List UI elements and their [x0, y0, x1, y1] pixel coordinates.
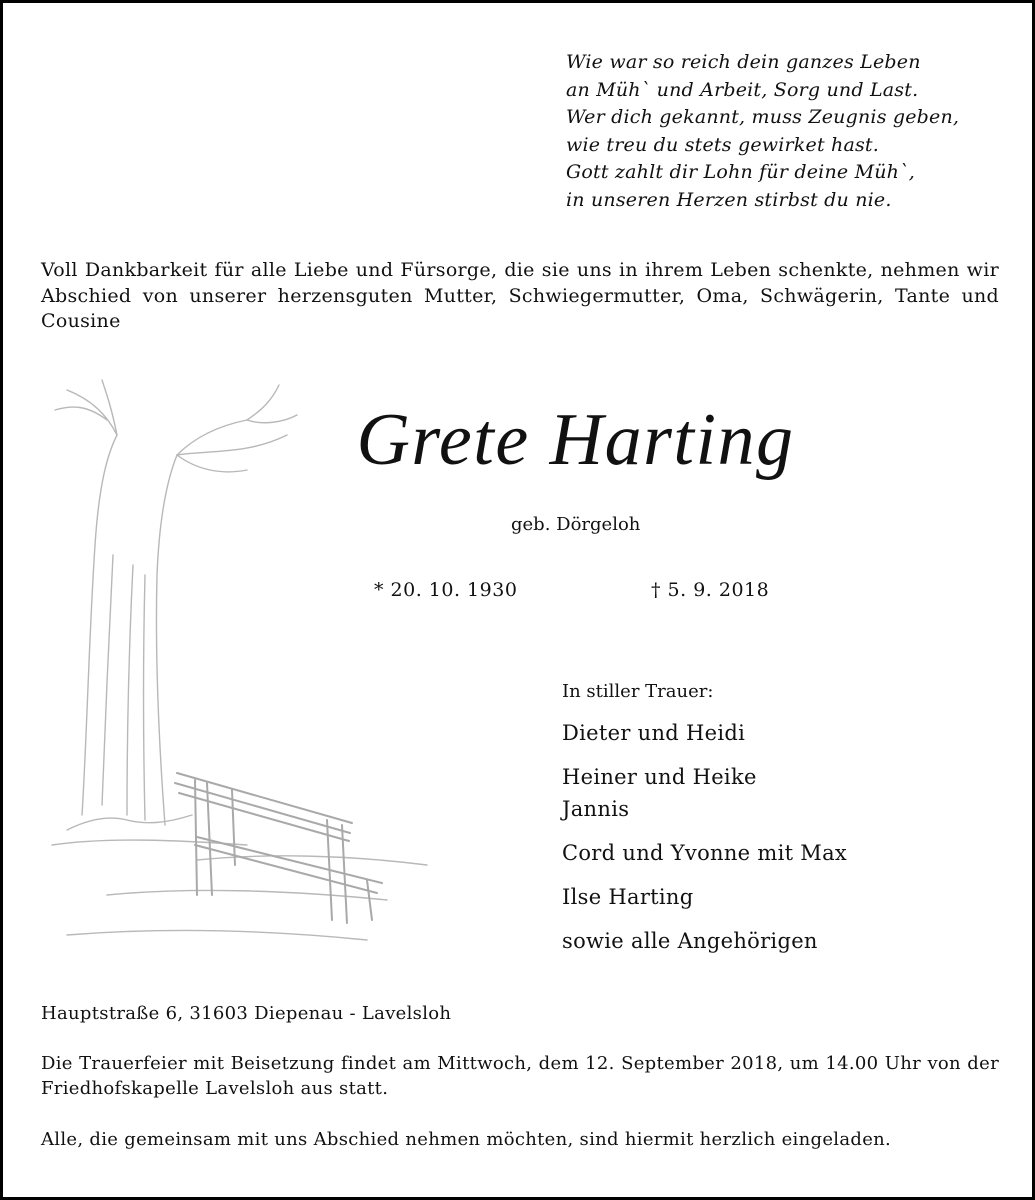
mourning-label: In stiller Trauer:: [562, 681, 714, 702]
death-date: † 5. 9. 2018: [651, 579, 770, 601]
mourner-entry: Heiner und Heike: [562, 765, 757, 789]
mourner-entry: Dieter und Heidi: [562, 721, 746, 745]
maiden-name: geb. Dörgeloh: [511, 514, 641, 535]
poem-line: Wer dich gekannt, muss Zeugnis geben,: [566, 106, 960, 128]
mourners-list: [562, 717, 847, 957]
poem-line: in unseren Herzen stirbst du nie.: [566, 188, 892, 211]
mourner-entry: Cord und Yvonne mit Max: [562, 841, 848, 865]
poem-line: Wie war so reich dein ganzes Leben: [566, 51, 921, 73]
birth-date: * 20. 10. 1930: [374, 579, 518, 601]
family-address: Hauptstraße 6, 31603 Diepenau - Lavelsloh: [41, 1003, 452, 1024]
mourner-entry: sowie alle Angehörigen: [562, 929, 818, 953]
deceased-name: Grete Harting: [356, 399, 795, 481]
intro-paragraph: Voll Dankbarkeit für alle Liebe und Fürsorge, die sie uns in ihrem Leben schenkte, nehmen wir Abschied von unserer herzensguten Mutter, Schwiegermutter, Oma, Schwägerin, Tante und Cousine: [41, 259, 999, 332]
poem-line: an Müh` und Arbeit, Sorg und Last.: [566, 78, 919, 101]
mourner-entry: Jannis: [562, 797, 630, 821]
mourner-entry: Ilse Harting: [562, 885, 694, 909]
ceremony-notice: Die Trauerfeier mit Beisetzung findet am Mittwoch, dem 12. September 2018, um 14.00 Uhr von der Friedhofskapelle Lavelsloh aus statt.: [41, 1053, 999, 1099]
memorial-poem: [566, 49, 1006, 214]
poem-line: wie treu du stets gewirket hast.: [566, 133, 880, 156]
invitation-notice: Alle, die gemeinsam mit uns Abschied nehmen möchten, sind hiermit herzlich eingeladen.: [41, 1129, 892, 1150]
poem-line: Gott zahlt dir Lohn für deine Müh`,: [566, 161, 916, 183]
